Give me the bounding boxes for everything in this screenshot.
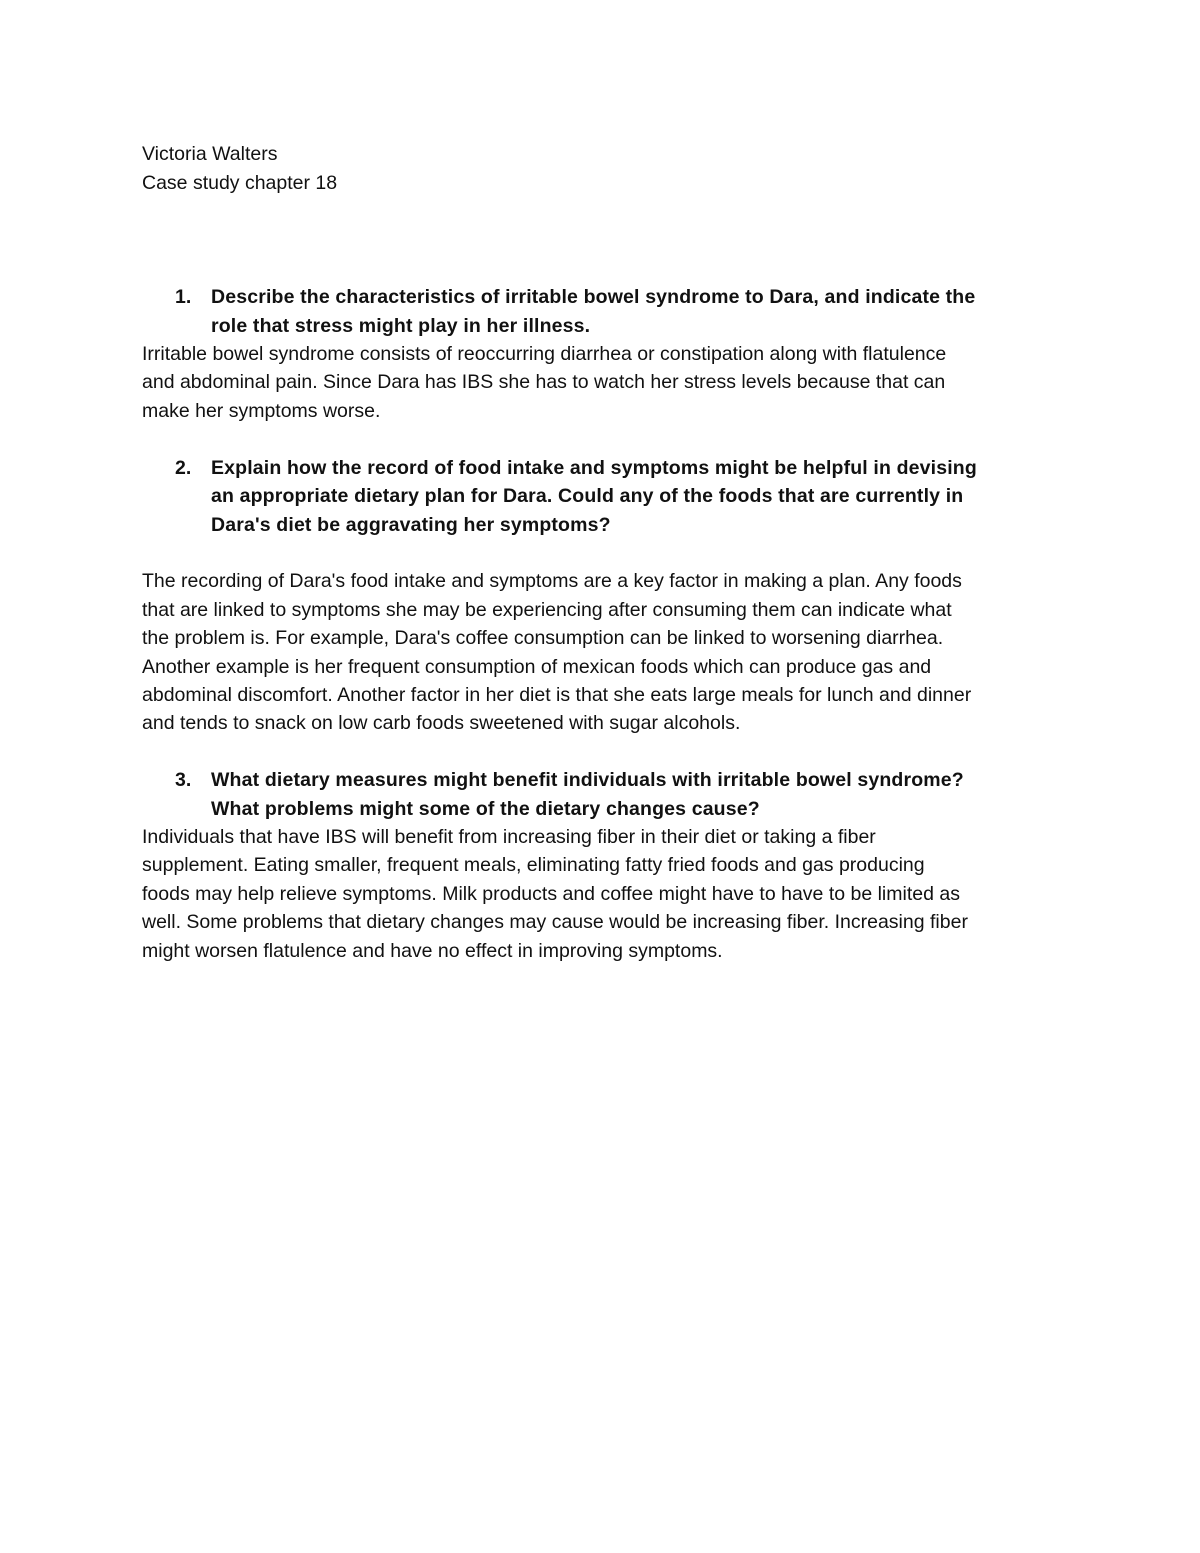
question-3-line-1: What dietary measures might benefit individuals with irritable bowel syndrome? [211,769,964,791]
answer-1-line-2: and abdominal pain. Since Dara has IBS she has to watch her stress levels because that can [142,371,946,393]
answer-1-line-3: make her symptoms worse. [142,400,381,422]
answer-2-line-1: The recording of Dara's food intake and symptoms are a key factor in making a plan. Any foods [142,570,962,592]
answer-3-line-5: might worsen flatulence and have no effect in improving symptoms. [142,940,723,962]
question-2-number: 2. [175,457,192,479]
document-subtitle: Case study chapter 18 [142,172,338,194]
answer-2-line-4: Another example is her frequent consumption of mexican foods which can produce gas and [142,656,932,678]
question-3-number: 3. [175,769,192,791]
answer-3-line-3: foods may help relieve symptoms. Milk products and coffee might have to have to be limited as [142,883,960,905]
author-name: Victoria Walters [142,143,278,165]
answer-3-line-4: well. Some problems that dietary changes may cause would be increasing fiber. Increasing fiber [142,911,968,933]
answer-2-line-3: the problem is. For example, Dara's coffee consumption can be linked to worsening diarrhea. [142,627,944,649]
answer-3-line-2: supplement. Eating smaller, frequent meals, eliminating fatty fried foods and gas producing [142,854,925,876]
question-1-line-2: role that stress might play in her illness. [211,315,591,337]
answer-2-line-6: and tends to snack on low carb foods sweetened with sugar alcohols. [142,712,741,734]
answer-2-line-5: abdominal discomfort. Another factor in her diet is that she eats large meals for lunch and dinner [142,684,972,706]
question-2-line-1: Explain how the record of food intake and symptoms might be helpful in devising [211,457,977,479]
question-3-line-2: What problems might some of the dietary changes cause? [211,798,760,820]
answer-1-line-1: Irritable bowel syndrome consists of reoccurring diarrhea or constipation along with flatulence [142,343,947,365]
question-2-line-3: Dara's diet be aggravating her symptoms? [211,514,611,536]
question-1-number: 1. [175,286,192,308]
question-2-line-2: an appropriate dietary plan for Dara. Could any of the foods that are currently in [211,485,964,507]
question-1-line-1: Describe the characteristics of irritable bowel syndrome to Dara, and indicate the [211,286,976,308]
answer-3-line-1: Individuals that have IBS will benefit from increasing fiber in their diet or taking a fiber [142,826,876,848]
answer-2-line-2: that are linked to symptoms she may be experiencing after consuming them can indicate what [142,599,952,621]
